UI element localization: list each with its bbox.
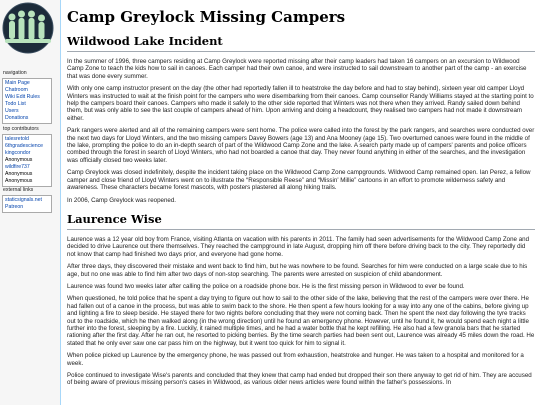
sidebar-item-main-page[interactable]: Main Page [5, 80, 30, 86]
sidebar [0, 0, 58, 405]
contributor-6thgradescience[interactable]: 6thgradescience [5, 143, 44, 149]
site-logo[interactable] [2, 2, 54, 54]
external-links-heading: external links [3, 187, 34, 193]
paragraph: After three days, they discovered their mistake and went back to find him, but he was nowhere to be found. Searches for him were conducted on a large scale due to his age, but no one was able to find him after two days of non-stop searching. The parents were arrested on suspicion of child abandonment. [67, 263, 528, 278]
section-heading-laurence-wise: Laurence Wise [67, 212, 535, 230]
contributor-anonymous: Anonymous [5, 157, 33, 163]
top-contributors-portlet [2, 126, 52, 187]
sidebar-item-donations[interactable]: Donations [5, 115, 29, 121]
external-links-list [2, 195, 52, 213]
contributor-anonymous: Anonymous [5, 171, 33, 177]
page-title: Camp Greylock Missing Campers [67, 8, 346, 26]
paragraph: In the summer of 1996, three campers residing at Camp Greylock were reported missing after their camp leaders had taken 16 campers on an excursion to Wildwood Camp Zone to teach the kids how to sail in canoes. Each camper had their own canoe, and were instructed to sail downstream to another part of the camp - an exercise that was done every summer. [67, 58, 527, 80]
navigation-heading: navigation [3, 70, 27, 76]
campers-silhouette-logo-icon [2, 2, 54, 54]
section-heading-wildwood-lake-incident: Wildwood Lake Incident [67, 34, 535, 52]
navigation-portlet [2, 70, 52, 124]
contributor-anonymous: Anonymous [5, 178, 33, 184]
external-link-patreon[interactable]: Patreon [5, 204, 24, 210]
paragraph: Laurence was a 12 year old boy from France, visiting Atlanta on vacation with his parents in 2011. The family had seen advertisements for the Wildwood Camp Zone and decided to drive Laurence out there themselves. They reached the campground in late August, dropping him off there before driving back to the city. They reportedly did not know that camp had finished two days prior, and everyone had gone home. [67, 235, 530, 258]
external-links-portlet [2, 187, 52, 213]
external-link-staticsignals-net[interactable]: staticsignals.net [5, 197, 42, 203]
paragraph: Laurence was found two weeks later after calling the police on a roadside phone box. He is the first missing person in Wildwood to ever be found. [67, 282, 465, 290]
paragraph: Police continued to investigate Wise's parents and concluded that they knew that camp had ended but dropped their son there anyway to get rid of him. They are accused of being aware of previous missing person's cases in Wildwood, as various older news articles were found within the father's possessions. In [67, 372, 532, 387]
paragraph: When police picked up Laurence by the emergency phone, he was passed out from exhaustion, heatstroke and hunger. He was taken to a hospital and monitored for a week. [67, 352, 524, 367]
paragraph: With only one camp instructor present on the day (the other had reportedly fallen ill to heatstroke the day before and had to stay behind), sixteen year old camper Lloyd Winters was instructed to wait at the finish point for the campers who were disembarking from their canoes. Camp counsellor Randy Williams stayed at the starting point to help the campers board their canoes. Campers who made it safely to the other side reported that Winters was not there when they arrived. Randy sailed down behind them, but was only able to see the last couple of campers ahead of him. Upon arriving and doing a headcount, they realised two campers had not made it downstream either. [67, 85, 534, 122]
contributor-talesretold[interactable]: talesretold [5, 136, 29, 142]
paragraph: When questioned, he told police that he spent a day trying to figure out how to sail to the other side of the lake, believing that the rest of the campers were over there. He had fallen out of a canoe in the process, but was able to swim back to the shore. He then spent a few hours looking for a way into any one of the cabins, before giving up and lighting a fire to sleep beside. He stayed there for two nights before concluding that they were not coming back. Then he spent the next day following the tyre tracks out to the roadside, which he then walked along (in the wrong direction) until he found an emergency phone. However, until he found it, he would spend each night a little further into the forest, sleeping by a fire. Luckily, it rained multiple times, and he had a water bottle that he kept refilling. He also had a few granola bars that he started rationing after the first day. After he ran out, he resorted to picking berries. By the time search parties had been sent out, Laurence was already 45 miles down the road. He stated that he only ever saw one car pass him on the highway, but it went too quick for him to signal it. [67, 295, 535, 347]
top-contributors-heading: top contributors [3, 126, 39, 132]
sidebar-item-chatroom[interactable]: Chatroom [5, 87, 28, 93]
sidebar-item-todo-list[interactable]: Todo List [5, 101, 26, 107]
main-content [60, 0, 540, 405]
sidebar-item-users[interactable]: Users [5, 108, 19, 114]
contributor-wildfire737[interactable]: wildfire737 [5, 164, 30, 170]
paragraph: Park rangers were alerted and all of the remaining campers were sent home. The police were called into the forest by the park rangers, and searches were conducted over the next two days for Lloyd Winters, and the two missing campers Davey Bowers (age 13) and Ana Mooney (age 15). Two overturned canoes were found in the middle of the lake, prompting the police to do an in-depth search of part of the Wildwood Camp Zone and the lake. A search party made up of campers' parents and police officers combed through the forest in search of Lloyd Winters, who had not boarded a canoe that day. They never found anything in either of the searches, and the investigation was officially closed two weeks later. [67, 127, 535, 164]
top-contributors-list [2, 134, 52, 187]
paragraph: Camp Greylock was closed indefinitely, despite the incident taking place on the Wildwood Camp Zone campgrounds. Wildwood Camp remained open. Ian Perez, a fellow camper and close friend of Lloyd Winters went on to illustrate the “Responsible Reese” and “Missin' Millie” cartoons in an effort to promote wilderness safety and awareness. These characters became forest mascots, with posters plastered all along hiking trails. [67, 169, 531, 192]
sidebar-item-wiki-edit-rules[interactable]: Wiki Edit Rules [5, 94, 40, 100]
contributor-kingcondor[interactable]: kingcondor [5, 150, 31, 156]
navigation-list [2, 78, 52, 124]
paragraph: In 2006, Camp Greylock was reopened. [67, 196, 177, 204]
